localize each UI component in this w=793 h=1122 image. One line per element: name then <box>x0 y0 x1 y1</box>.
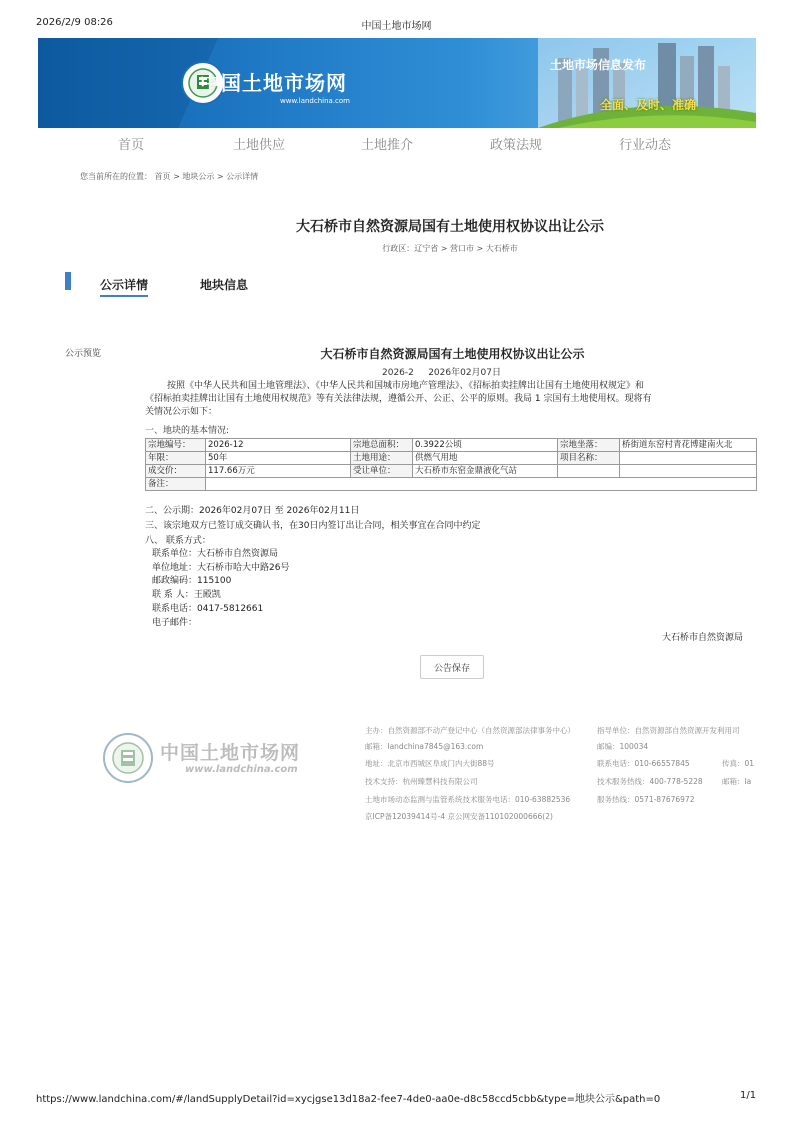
footer-organizer: 主办：自然资源部不动产登记中心（自然资源部法律事务中心） <box>365 726 575 735</box>
footer-site-name: 中国土地市场网 <box>160 742 301 764</box>
nav-land-supply[interactable]: 土地供应 <box>233 138 286 153</box>
banner-skyline-graphic <box>38 38 756 128</box>
footer-tech-support: 技术支持：杭州臻慧科技有限公司 <box>365 777 478 786</box>
banner-slogan: 全面、及时、准确 <box>600 98 697 112</box>
document-number: 2026-2 <box>382 368 414 378</box>
table-cell: 项目名称： <box>558 452 620 465</box>
page-url: https://www.landchina.com/#/landSupplyDetail?id=xycjgse13d18a2-fee7-4de0-aa0e-d8c58ccd5cbb&type=地块公示&path=0 <box>36 1094 661 1105</box>
parcel-table <box>145 438 757 491</box>
table-cell <box>558 465 620 478</box>
footer-contact-phone: 联系电话：010-66557845 <box>597 759 690 768</box>
document-title: 大石桥市自然资源局国有土地使用权协议出让公示 <box>320 347 585 361</box>
table-cell: 年限： <box>146 452 206 465</box>
contact-phone: 联系电话：0417-5812661 <box>152 604 264 614</box>
table-row <box>146 478 757 491</box>
footer-address: 地址：北京市西城区阜成门内大街88号 <box>365 759 495 768</box>
footer-tech-hotline: 技术服务热线：400-778-5228 <box>597 777 703 786</box>
site-name: 中国土地市场网 <box>200 71 347 95</box>
footer-logo-icon <box>102 732 154 784</box>
breadcrumb: 您当前所在的位置： 首页 > 地块公示 > 公示详情 <box>80 172 259 181</box>
tab-parcel-info[interactable]: 地块信息 <box>200 278 249 292</box>
table-cell <box>206 478 757 491</box>
footer-guidance-unit: 指导单位：自然资源部自然资源开发利用司 <box>597 726 740 735</box>
table-cell: 供燃气用地 <box>413 452 558 465</box>
footer-email: 邮箱：landchina7845@163.com <box>365 742 484 751</box>
table-cell: 受让单位： <box>351 465 413 478</box>
banner-tagline: 土地市场信息发布 <box>550 58 647 72</box>
table-cell: 0.3922公顷 <box>413 439 558 452</box>
footer-postcode: 邮编：100034 <box>597 742 649 751</box>
page-number: 1/1 <box>740 1090 757 1101</box>
preview-label: 公示预览 <box>65 349 102 359</box>
footer-icp: 京ICP备12039414号-4 京公网安备110102000666(2) <box>365 812 553 821</box>
table-cell: 土地用途： <box>351 452 413 465</box>
section-3: 三、该宗地双方已签订成交确认书，在30日内签订出让合同，相关事宜在合同中约定 <box>145 521 481 531</box>
table-cell: 成交价： <box>146 465 206 478</box>
page-title: 大石桥市自然资源局国有土地使用权协议出让公示 <box>296 219 604 235</box>
print-datetime: 2026/2/9 08:26 <box>36 17 113 28</box>
tab-notice-detail[interactable]: 公示详情 <box>100 276 148 297</box>
table-cell: 50年 <box>206 452 351 465</box>
contact-address: 单位地址：大石桥市哈大中路26号 <box>152 563 290 573</box>
table-cell <box>620 452 757 465</box>
nav-policy[interactable]: 政策法规 <box>490 138 543 153</box>
document-number-date <box>382 365 501 378</box>
document-date: 2026年02月07日 <box>428 368 502 378</box>
document-body <box>145 380 760 419</box>
table-cell: 大石桥市东窑金鼎液化气站 <box>413 465 558 478</box>
footer-fax: 传真：01 <box>722 759 755 768</box>
footer-email-2: 邮箱：la <box>722 777 752 786</box>
region-path: 行政区：辽宁省 > 营口市 > 大石桥市 <box>382 244 518 253</box>
body-paragraph-3: 关情况公示如下： <box>145 407 218 417</box>
body-paragraph-2: 《招标拍卖挂牌出让国有土地使用权规范》等有关法律法规，遵循公开、公正、公平的原则。我局 1 宗国有土地使用权。现将有 <box>145 394 652 404</box>
table-cell: 备注： <box>146 478 206 491</box>
tab-indicator-bar <box>65 272 71 290</box>
footer-hotline: 服务热线：0571-87676972 <box>597 795 695 804</box>
section-2: 二、公示期：2026年02月07日 至 2026年02月11日 <box>145 506 360 516</box>
table-cell: 117.66万元 <box>206 465 351 478</box>
nav-industry-news[interactable]: 行业动态 <box>619 138 672 153</box>
nav-land-promotion[interactable]: 土地推介 <box>361 138 414 153</box>
table-row <box>146 465 757 478</box>
table-cell: 宗地编号： <box>146 439 206 452</box>
table-row <box>146 439 757 452</box>
nav-home[interactable]: 首页 <box>118 138 145 153</box>
footer-site-url: www.landchina.com <box>185 764 298 775</box>
table-row <box>146 452 757 465</box>
contact-email: 电子邮件： <box>152 618 198 628</box>
site-url: www.landchina.com <box>280 97 351 105</box>
contact-postcode: 邮政编码：115100 <box>152 576 232 586</box>
section-8: 八、 联系方式： <box>145 536 211 546</box>
section-1-title: 一、地块的基本情况: <box>145 426 230 436</box>
table-cell: 宗地总面积： <box>351 439 413 452</box>
contact-person: 联 系 人：王殿凯 <box>152 590 221 600</box>
contact-unit: 联系单位：大石桥市自然资源局 <box>152 549 279 559</box>
footer-service-phone: 土地市场动态监测与监管系统技术服务电话：010-63882536 <box>365 795 571 804</box>
table-cell: 2026-12 <box>206 439 351 452</box>
signature: 大石桥市自然资源局 <box>662 633 744 643</box>
print-title: 中国土地市场网 <box>361 21 432 32</box>
save-notice-button[interactable]: 公告保存 <box>420 655 484 679</box>
site-banner <box>38 38 756 128</box>
table-cell: 桥街道东窑村青花博建南火北 <box>620 439 757 452</box>
table-cell: 宗地坐落： <box>558 439 620 452</box>
body-paragraph-1: 按照《中华人民共和国土地管理法》、《中华人民共和国城市房地产管理法》、《招标拍卖挂牌出让国有土地使用权规定》和 <box>167 381 645 391</box>
table-cell <box>620 465 757 478</box>
